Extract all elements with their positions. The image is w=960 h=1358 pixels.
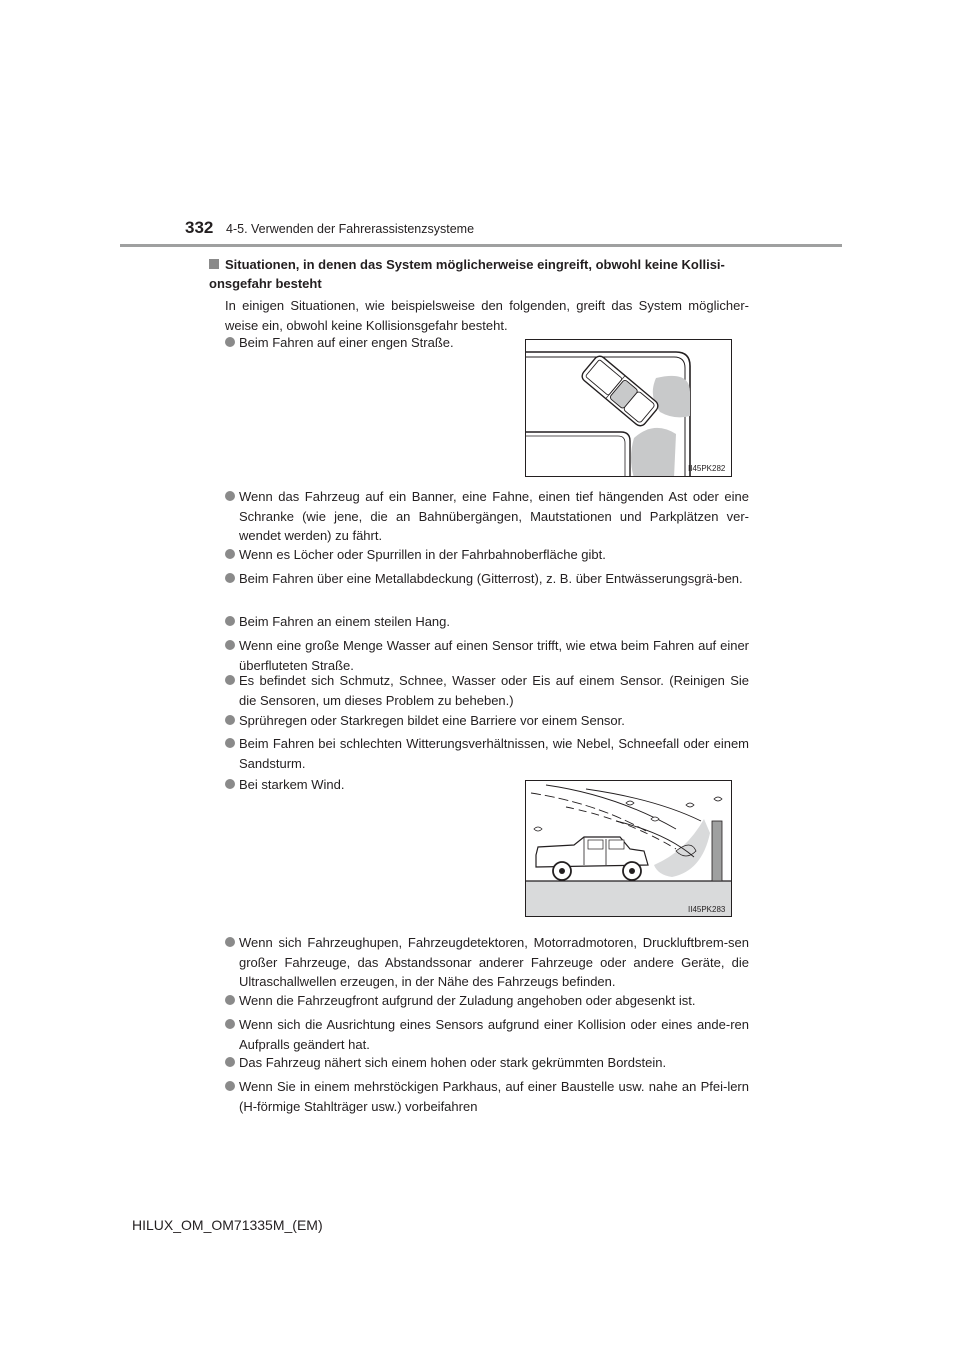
list-item: Es befindet sich Schmutz, Schnee, Wasser oder Eis auf einem Sensor. (Reinigen Sie die Sensoren, um dieses Problem zu beheben.)	[225, 671, 749, 710]
header-rule	[120, 244, 842, 247]
page-number: 332	[185, 218, 214, 237]
narrow-road-illustration	[526, 340, 732, 477]
list-item: Das Fahrzeug nähert sich einem hohen oder stark gekrümmten Bordstein.	[225, 1053, 749, 1073]
bullet-icon	[225, 573, 235, 583]
list-item: Beim Fahren über eine Metallabdeckung (Gitterrost), z. B. über Entwässerungsgrä-ben.	[225, 569, 749, 589]
strong-wind-illustration	[526, 781, 732, 917]
bullet-icon	[225, 1057, 235, 1067]
heading-text: Situationen, in denen das System möglicherweise eingreift, obwohl keine Kollisi-onsgefahr besteht	[209, 257, 725, 291]
list-item: Bei starkem Wind.	[225, 775, 495, 795]
intro-paragraph: In einigen Situationen, wie beispielsweise den folgenden, greift das System möglicher-weise ein, obwohl keine Kollisionsgefahr besteht.	[225, 298, 749, 333]
list-item: Wenn es Löcher oder Spurrillen in der Fahrbahnoberfläche gibt.	[225, 545, 749, 565]
list-item: Beim Fahren an einem steilen Hang.	[225, 612, 749, 632]
list-item: Wenn sich Fahrzeughupen, Fahrzeugdetektoren, Motorradmotoren, Druckluftbrem-sen großer Fahrzeuge, das Abstandssonar anderer Fahrzeuge oder andere Geräte, die Ultraschallwellen erzeugen, in der Nähe des Fahrzeugs befinden.	[225, 933, 749, 992]
bullet-icon	[225, 337, 235, 347]
list-item: Beim Fahren bei schlechten Witterungsverhältnissen, wie Nebel, Schneefall oder einem Sandsturm.	[225, 734, 749, 773]
bullet-icon	[225, 675, 235, 685]
bullet-icon	[225, 995, 235, 1005]
bullet-icon	[225, 779, 235, 789]
strong-wind-figure	[525, 780, 732, 917]
footer-code: HILUX_OM_OM71335M_(EM)	[132, 1217, 323, 1233]
list-item: Wenn Sie in einem mehrstöckigen Parkhaus, auf einer Baustelle usw. nahe an Pfei-lern (H-förmige Stahlträger usw.) vorbeifahren	[225, 1077, 749, 1116]
bullet-icon	[225, 491, 235, 501]
bullet-icon	[225, 616, 235, 626]
square-bullet-icon	[209, 259, 219, 269]
narrow-road-figure	[525, 339, 732, 477]
bullet-icon	[225, 640, 235, 650]
bullet-icon	[225, 738, 235, 748]
bullet-icon	[225, 937, 235, 947]
bullet-icon	[225, 715, 235, 725]
list-item: Wenn sich die Ausrichtung eines Sensors aufgrund einer Kollision oder eines ande-ren Aufpralls geändert hat.	[225, 1015, 749, 1054]
list-item: Wenn eine große Menge Wasser auf einen Sensor trifft, wie etwa beim Fahren auf einer überfluteten Straße.	[225, 636, 749, 675]
bullet-icon	[225, 549, 235, 559]
list-item: Sprühregen oder Starkregen bildet eine Barriere vor einem Sensor.	[225, 711, 749, 731]
list-item: Beim Fahren auf einer engen Straße.	[225, 333, 495, 353]
list-item: Wenn das Fahrzeug auf ein Banner, eine Fahne, einen tief hängenden Ast oder eine Schranke (wie jene, die an Bahnübergängen, Mautstationen und Parkplätzen ver-wendet werden) zu fährt.	[225, 487, 749, 546]
subsection-heading	[209, 255, 749, 293]
bullet-icon	[225, 1081, 235, 1091]
list-item: Wenn die Fahrzeugfront aufgrund der Zuladung angehoben oder abgesenkt ist.	[225, 991, 749, 1011]
section-title: 4-5. Verwenden der Fahrerassistenzsysteme	[226, 222, 475, 236]
bullet-icon	[225, 1019, 235, 1029]
figure-code: II45PK283	[688, 905, 726, 914]
figure-code: II45PK282	[688, 464, 726, 473]
